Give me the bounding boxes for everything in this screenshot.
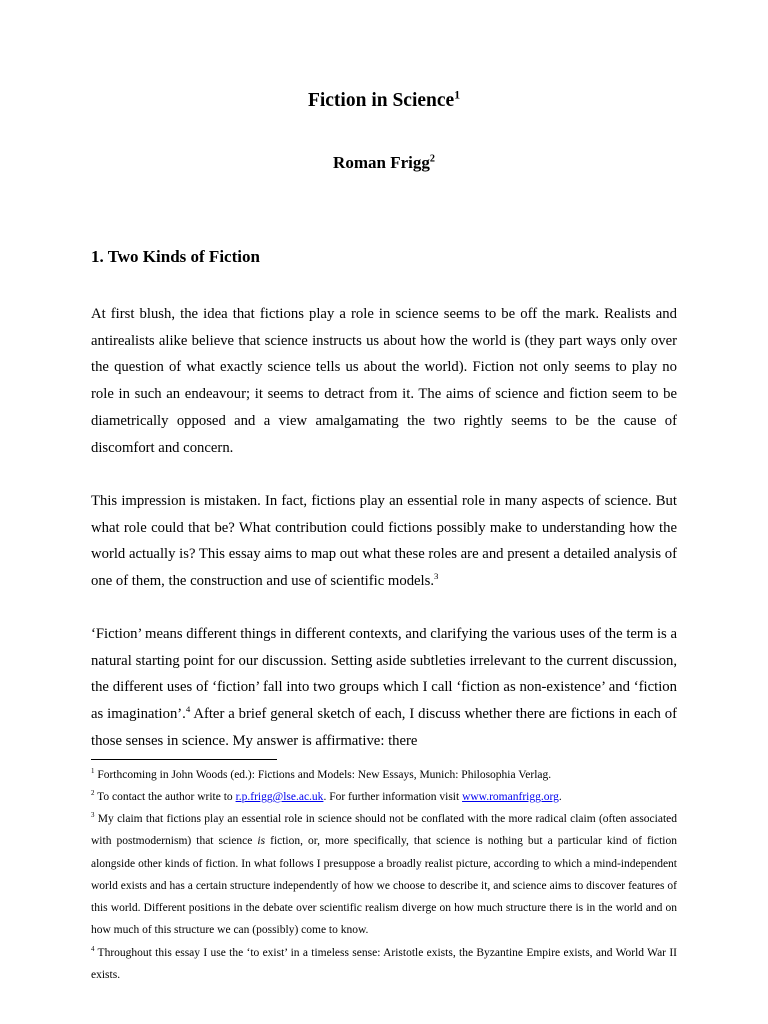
paragraph-3-text-a: ‘Fiction’ means different things in different contexts, and clarifying the various uses of the term is a natural starting point for our discussion. Setting aside subtleties irrelevant to the current discussion, the different uses of ‘fiction’ fall into two groups which I call ‘fiction as non-existence’ and ‘fiction as imagination’. [91, 626, 677, 723]
footnote-1-text: Forthcoming in John Woods (ed.): Fictions and Models: New Essays, Munich: Philosophia Verlag. [94, 769, 552, 781]
footnote-ref-4[interactable]: 4 [185, 704, 191, 715]
footnote-ref-2[interactable]: 2 [429, 153, 435, 165]
footnote-2-text-mid: . For further information visit [323, 791, 463, 803]
footnote-2-mark: 2 [91, 790, 95, 798]
paragraph-3-text-b: After a brief general sketch of each, I discuss whether there are fictions in each of those senses in science. My answer is affirmative: there [91, 706, 677, 749]
footnote-2 [91, 786, 677, 808]
footnote-1-mark: 1 [91, 768, 95, 776]
footnote-2-text-end: . [558, 791, 562, 803]
author-name: Roman Frigg [333, 153, 430, 172]
body-paragraph-3 [91, 621, 677, 755]
body-paragraph-1 [91, 301, 677, 461]
paper-author [0, 153, 768, 173]
footnote-3-emphasis: is [257, 835, 266, 848]
section-heading: 1. Two Kinds of Fiction [91, 247, 260, 266]
footnote-3-text-post: fiction, or, more specifically, that science is nothing but a particular kind of fiction alongside other kinds of fiction. In what follows I presuppose a broadly realist picture, according to which a mind-independent world exists and has a certain structure independently of how we choose to describe it, and science aims to discover features of this world. Different positions in the debate over scientific realism diverge on how much structure there is in the world and on how much of this structure we can (possibly) come to know. [91, 835, 677, 937]
body-paragraph-2 [91, 488, 677, 595]
footnote-1 [91, 764, 677, 786]
footnote-separator [91, 759, 277, 760]
footnote-3-text-pre: My claim that fictions play an essential role in science should not be conflated with the more radical claim (often associated with postmodernism) that science [91, 813, 677, 848]
footnote-4 [91, 942, 677, 986]
footnote-4-text: Throughout this essay I use the ‘to exist’ in a timeless sense: Aristotle exists, the Byzantine Empire exists, and World War II exists. [91, 946, 677, 981]
author-email-link[interactable]: r.p.frigg@lse.ac.uk [235, 791, 324, 803]
footnote-4-mark: 4 [91, 945, 95, 953]
paragraph-1-text: At first blush, the idea that fictions play a role in science seems to be off the mark. Realists and antirealists alike believe that science instructs us about how the world is (they part ways only over the question of what exactly science tells us about the world). Fiction not only seems to play no role in such an endeavour; it seems to detract from it. The aims of science and fiction seem to be diametrically opposed and a view amalgamating the two rightly seems to be the cause of discomfort and concern. [91, 306, 677, 456]
paragraph-2-text: This impression is mistaken. In fact, fictions play an essential role in many aspects of science. But what role could that be? What contribution could fictions possibly make to understanding how the world actually is? This essay aims to map out what these roles are and present a detailed analysis of one of them, the construction and use of scientific models. [91, 493, 677, 590]
footnote-2-text-pre: To contact the author write to [94, 791, 236, 803]
paper-title [0, 90, 768, 112]
footnote-3-mark: 3 [91, 812, 95, 820]
footnotes [91, 764, 677, 986]
paper-title-text: Fiction in Science [307, 90, 455, 111]
footnote-3 [91, 808, 677, 942]
footnote-ref-1[interactable]: 1 [454, 88, 461, 102]
footnote-ref-3[interactable]: 3 [434, 571, 439, 582]
author-website-link[interactable]: www.romanfrigg.org [462, 791, 559, 803]
